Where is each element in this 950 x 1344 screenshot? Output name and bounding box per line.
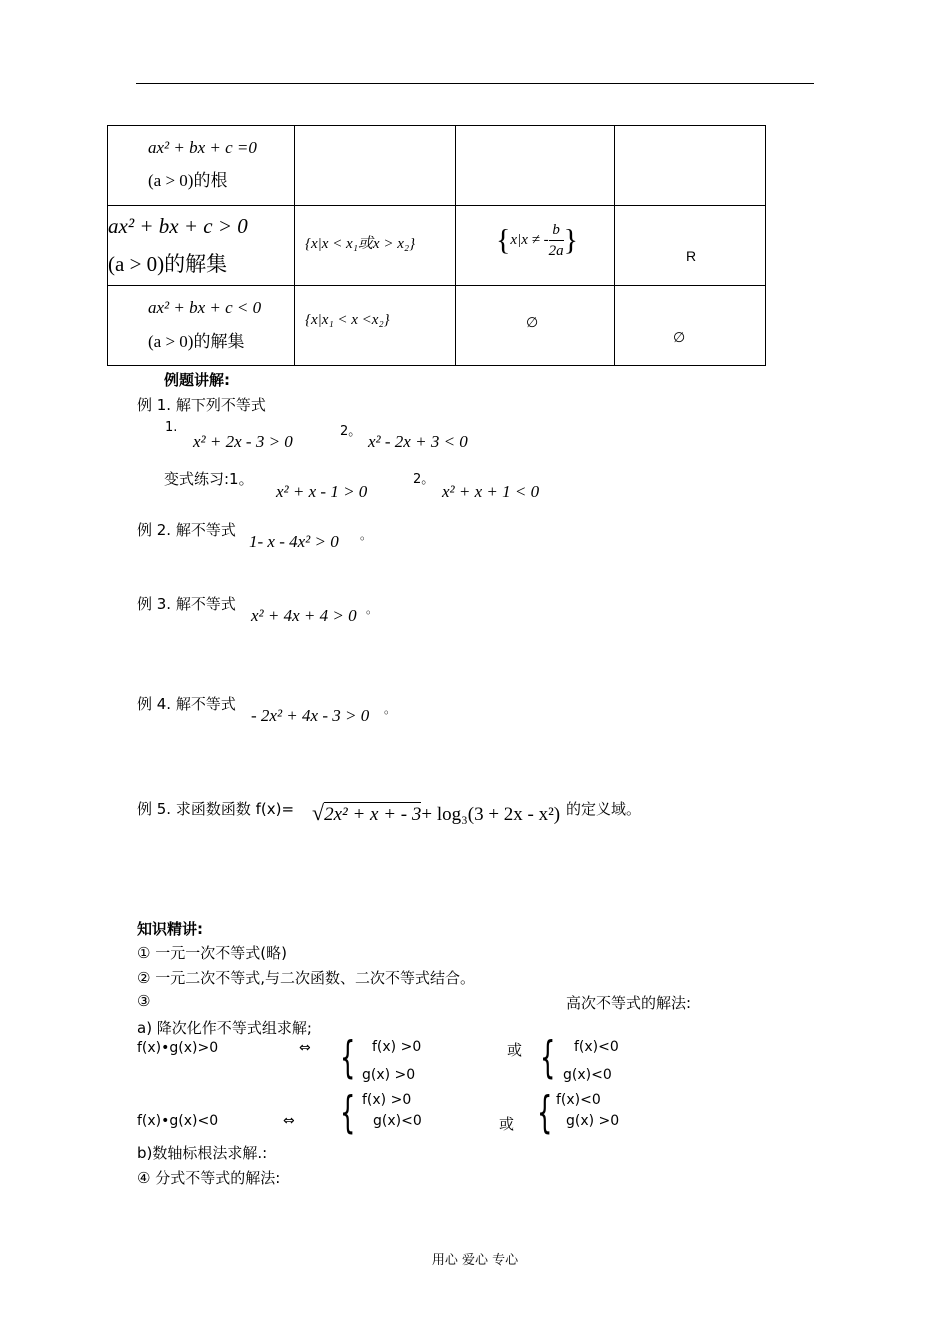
sqrt-radicand: 2x² + x + - 3	[324, 804, 422, 825]
product-negative: f(x)•g(x)<0	[137, 1113, 219, 1129]
solution-table	[107, 125, 766, 366]
left-brace-icon: {	[540, 1032, 556, 1083]
knowledge-item-3-number: ③	[137, 992, 151, 1010]
row2-solution-set: {x|x < x₁或x > x₂}	[305, 236, 416, 252]
example-3-period: 。	[366, 602, 379, 616]
table-cell	[295, 126, 456, 206]
table-cell	[295, 286, 456, 366]
header-rule	[136, 83, 814, 84]
empty-set-icon: ∅	[526, 315, 539, 331]
example-4-label: 例 4. 解不等式	[137, 695, 236, 713]
example-5-tail: 的定义域。	[566, 800, 642, 818]
system-1-top: f(x) >0	[372, 1039, 422, 1055]
table-row	[108, 286, 766, 366]
row2-condition: (a > 0)的解集	[108, 252, 228, 276]
page-footer: 用心 爱心 专心	[431, 1253, 519, 1268]
table-cell	[456, 286, 615, 366]
table-cell	[615, 206, 766, 286]
sqrt-icon: √	[312, 800, 325, 825]
knowledge-item-b: b)数轴标根法求解.:	[137, 1144, 268, 1162]
system-3-top: f(x) >0	[362, 1092, 412, 1108]
table-cell	[108, 126, 295, 206]
table-cell	[615, 286, 766, 366]
example-1-label: 例 1. 解下列不等式	[137, 396, 266, 414]
example-3-inequality: x² + 4x + 4 > 0	[251, 606, 357, 625]
knowledge-item-a: a) 降次化作不等式组求解;	[137, 1019, 312, 1037]
variant-number-2: 2。	[413, 472, 435, 487]
left-brace-icon: {	[340, 1032, 356, 1083]
fraction-numerator: b	[549, 220, 564, 241]
row3-equation: ax² + bx + c < 0	[148, 298, 262, 317]
example-1-number-2: 2。	[340, 424, 362, 439]
log-term: + log₃(3 + 2x - x²)	[421, 804, 561, 825]
table-cell	[456, 126, 615, 206]
row3-condition: (a > 0)的解集	[148, 332, 245, 351]
example-2-period: 。	[360, 528, 373, 542]
table-cell	[456, 206, 615, 286]
iff-icon: ⇔	[283, 1113, 295, 1129]
table-cell	[615, 126, 766, 206]
variant-inequality-2: x² + x + 1 < 0	[442, 482, 540, 501]
row2-solution-set-double-root: {x|x ≠ - $\frac{b}{2a}$ }	[496, 222, 578, 259]
example-2-inequality: 1- x - 4x² > 0	[249, 532, 339, 551]
left-brace-icon: {	[340, 1087, 356, 1138]
row2-equation: ax² + bx + c > 0	[108, 214, 248, 238]
table-cell	[108, 286, 295, 366]
example-5-expression	[312, 800, 560, 826]
example-1-number-1: 1.	[165, 420, 178, 435]
system-3-bottom: g(x)<0	[373, 1113, 422, 1129]
iff-icon: ⇔	[299, 1040, 311, 1056]
system-4-bottom: g(x) >0	[566, 1113, 620, 1129]
knowledge-item-4: ④ 分式不等式的解法:	[137, 1169, 281, 1187]
product-positive: f(x)•g(x)>0	[137, 1040, 219, 1056]
variant-practice-label: 变式练习:1。	[164, 470, 254, 488]
system-1-bottom: g(x) >0	[362, 1067, 416, 1083]
row1-equation: ax² + bx + c =0	[148, 138, 257, 157]
system-2-top: f(x)<0	[574, 1039, 619, 1055]
or-label: 或	[499, 1115, 515, 1133]
knowledge-heading: 知识精讲:	[137, 920, 203, 938]
knowledge-item-2: ② 一元二次不等式,与二次函数、二次不等式结合。	[137, 969, 475, 987]
or-label: 或	[507, 1041, 523, 1059]
example-3-label: 例 3. 解不等式	[137, 595, 236, 613]
table-cell	[295, 206, 456, 286]
system-2-bottom: g(x)<0	[563, 1067, 612, 1083]
example-4-inequality: - 2x² + 4x - 3 > 0	[251, 706, 370, 725]
table-row	[108, 126, 766, 206]
system-4-top: f(x)<0	[556, 1092, 601, 1108]
example-2-label: 例 2. 解不等式	[137, 521, 236, 539]
fraction-denominator: 2a	[548, 243, 564, 259]
examples-heading: 例题讲解:	[164, 371, 230, 389]
example-4-period: 。	[384, 702, 397, 716]
left-brace-icon: {	[537, 1087, 553, 1138]
example-1-inequality-1: x² + 2x - 3 > 0	[193, 432, 293, 451]
variant-inequality-1: x² + x - 1 > 0	[276, 482, 368, 501]
empty-set-icon: ∅	[673, 330, 686, 346]
example-1-inequality-2: x² - 2x + 3 < 0	[368, 432, 468, 451]
knowledge-item-3-text: 高次不等式的解法:	[566, 994, 692, 1012]
row2-real-set: R	[686, 248, 697, 264]
table-cell	[108, 206, 295, 286]
example-5-label: 例 5. 求函数函数 f(x)=	[137, 800, 295, 818]
table-row	[108, 206, 766, 286]
row1-condition: (a > 0)的根	[148, 171, 228, 190]
row3-solution-set: {x|x₁ < x <x₂}	[305, 312, 390, 328]
fraction	[549, 220, 564, 261]
row2-col2-text: x|x ≠ -	[510, 232, 549, 248]
knowledge-item-1: ① 一元一次不等式(略)	[137, 944, 287, 962]
